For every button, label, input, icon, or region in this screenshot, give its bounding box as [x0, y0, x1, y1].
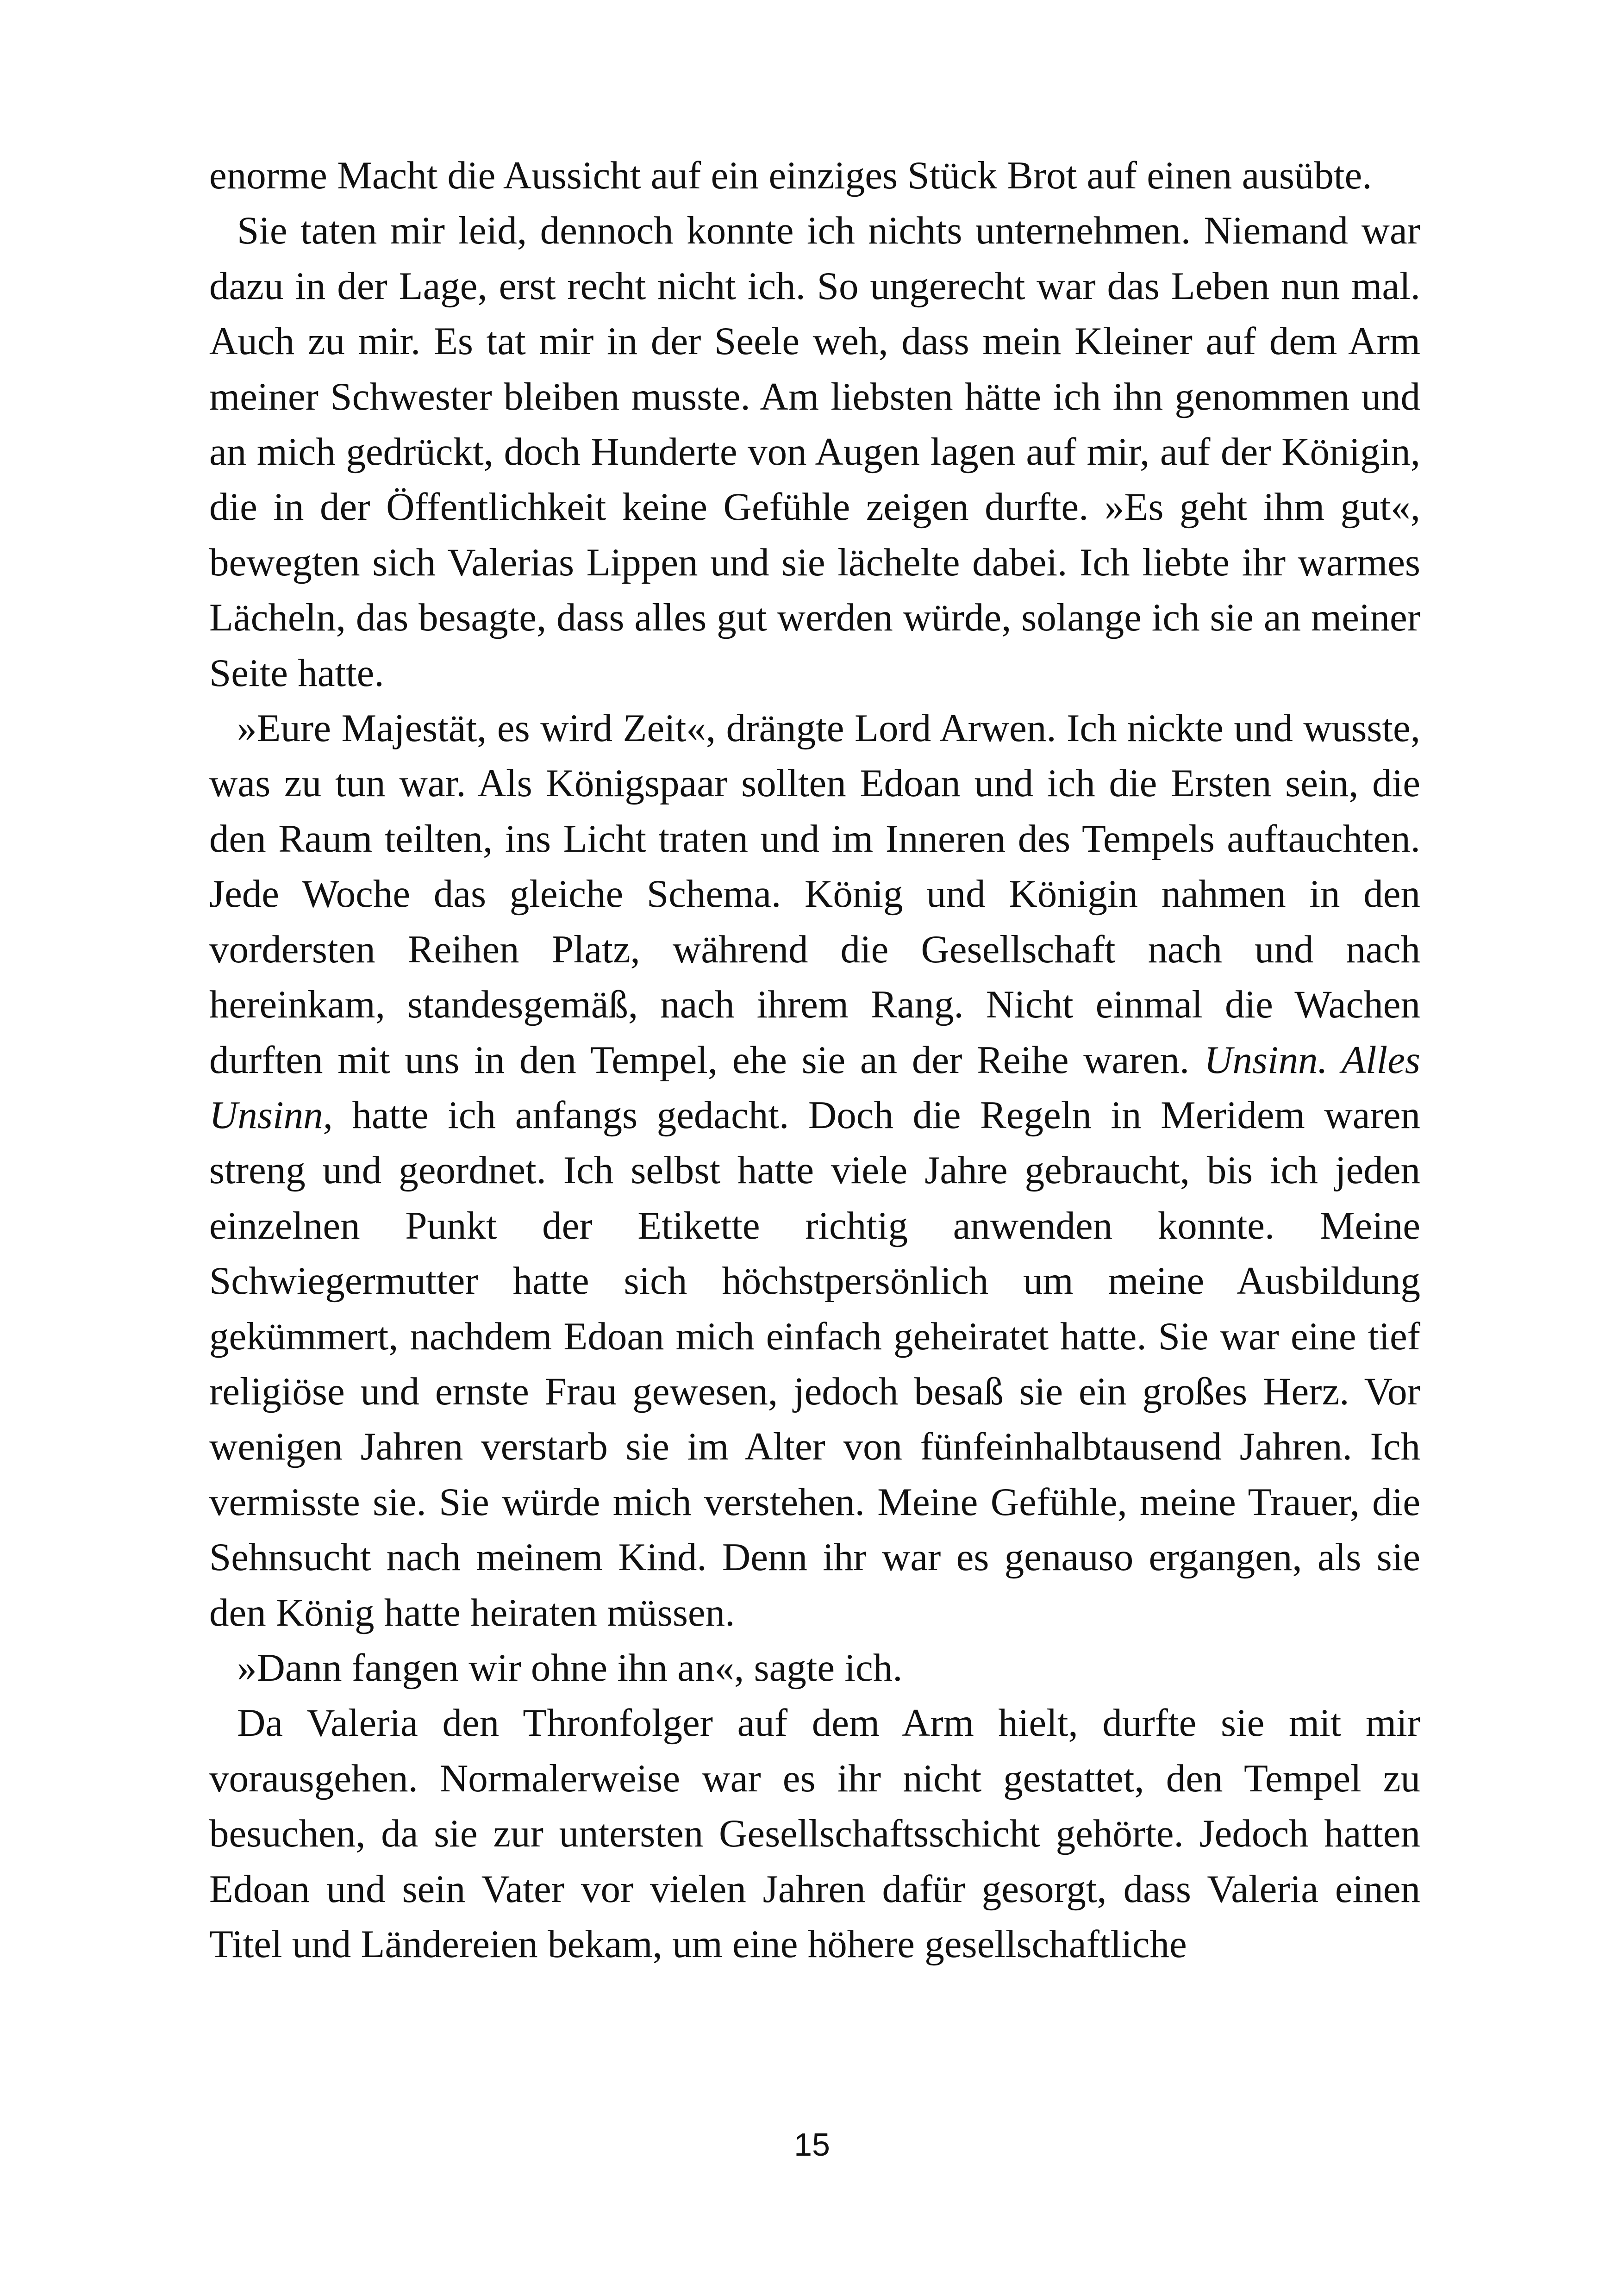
paragraph: [209, 701, 1420, 1640]
paragraph: Sie taten mir leid, dennoch konnte ich nichts unternehmen. Niemand war dazu in der Lage, erst recht nicht ich. So ungerecht war das Leben nun mal. Auch zu mir. Es tat mir in der Seele weh, dass mein Kleiner auf dem Arm meiner Schwester bleiben musste. Am liebsten hätte ich ihn genommen und an mich gedrückt, doch Hunderte von Augen lagen auf mir, auf der Königin, die in der Öffentlichkeit keine Gefühle zeigen durfte. »Es geht ihm gut«, bewegten sich Valerias Lippen und sie lächelte dabei. Ich liebte ihr warmes Lächeln, das besagte, dass alles gut werden würde, solange ich sie an meiner Seite hatte.: [209, 209, 1420, 695]
paragraph: Da Valeria den Thronfolger auf dem Arm hielt, durfte sie mit mir vorausgehen. Normalerweise war es ihr nicht gestattet, den Tempel zu besuchen, da sie zur untersten Gesellschaftsschicht gehörte. Jedoch hatten Edoan und sein Vater vor vielen Jahren dafür gesorgt, dass Valeria einen Titel und Ländereien bekam, um eine höhere gesellschaftliche: [209, 1701, 1420, 1966]
italic-phrase: Unsinn. Alles Unsinn,: [209, 1038, 1420, 1137]
paragraph-dialogue: »Dann fangen wir ohne ihn an«, sagte ich.: [237, 1646, 903, 1690]
body-text: [209, 148, 1420, 1972]
paragraph-text: hatte ich anfangs gedacht. Doch die Regeln in Meridem waren streng und geordnet. Ich selbst hatte viele Jahre gebraucht, bis ich jeden einzelnen Punkt der Etikette richtig anwenden konnte. Meine Schwiegermutter hatte sich höchstpersönlich um meine Ausbildung gekümmert, nachdem Edoan mich einfach geheiratet hatte. Sie war eine tief religiöse und ernste Frau gewesen, jedoch besaß sie ein großes Herz. Vor wenigen Jahren verstarb sie im Alter von fünfeinhalbtausend Jahren. Ich vermisste sie. Sie würde mich verstehen. Meine Gefühle, meine Trauer, die Sehnsucht nach meinem Kind. Denn ihr war es genauso ergangen, als sie den König hatte heiraten müssen.: [209, 1093, 1420, 1634]
paragraph-text: »Eure Majestät, es wird Zeit«, drängte Lord Arwen. Ich nickte und wusste, was zu tun war. Als Königspaar sollten Edoan und ich die Ersten sein, die den Raum teilten, ins Licht traten und im Inneren des Tempels auftauchten. Jede Woche das gleiche Schema. König und Königin nahmen in den vordersten Reihen Platz, während die Gesellschaft nach und nach hereinkam, standesgemäß, nach ihrem Rang. Nicht einmal die Wachen durften mit uns in den Tempel, ehe sie an der Reihe waren.: [209, 706, 1420, 1082]
paragraph-continuation: enorme Macht die Aussicht auf ein einziges Stück Brot auf einen ausübte.: [209, 154, 1372, 197]
page-number: 15: [794, 2127, 830, 2163]
